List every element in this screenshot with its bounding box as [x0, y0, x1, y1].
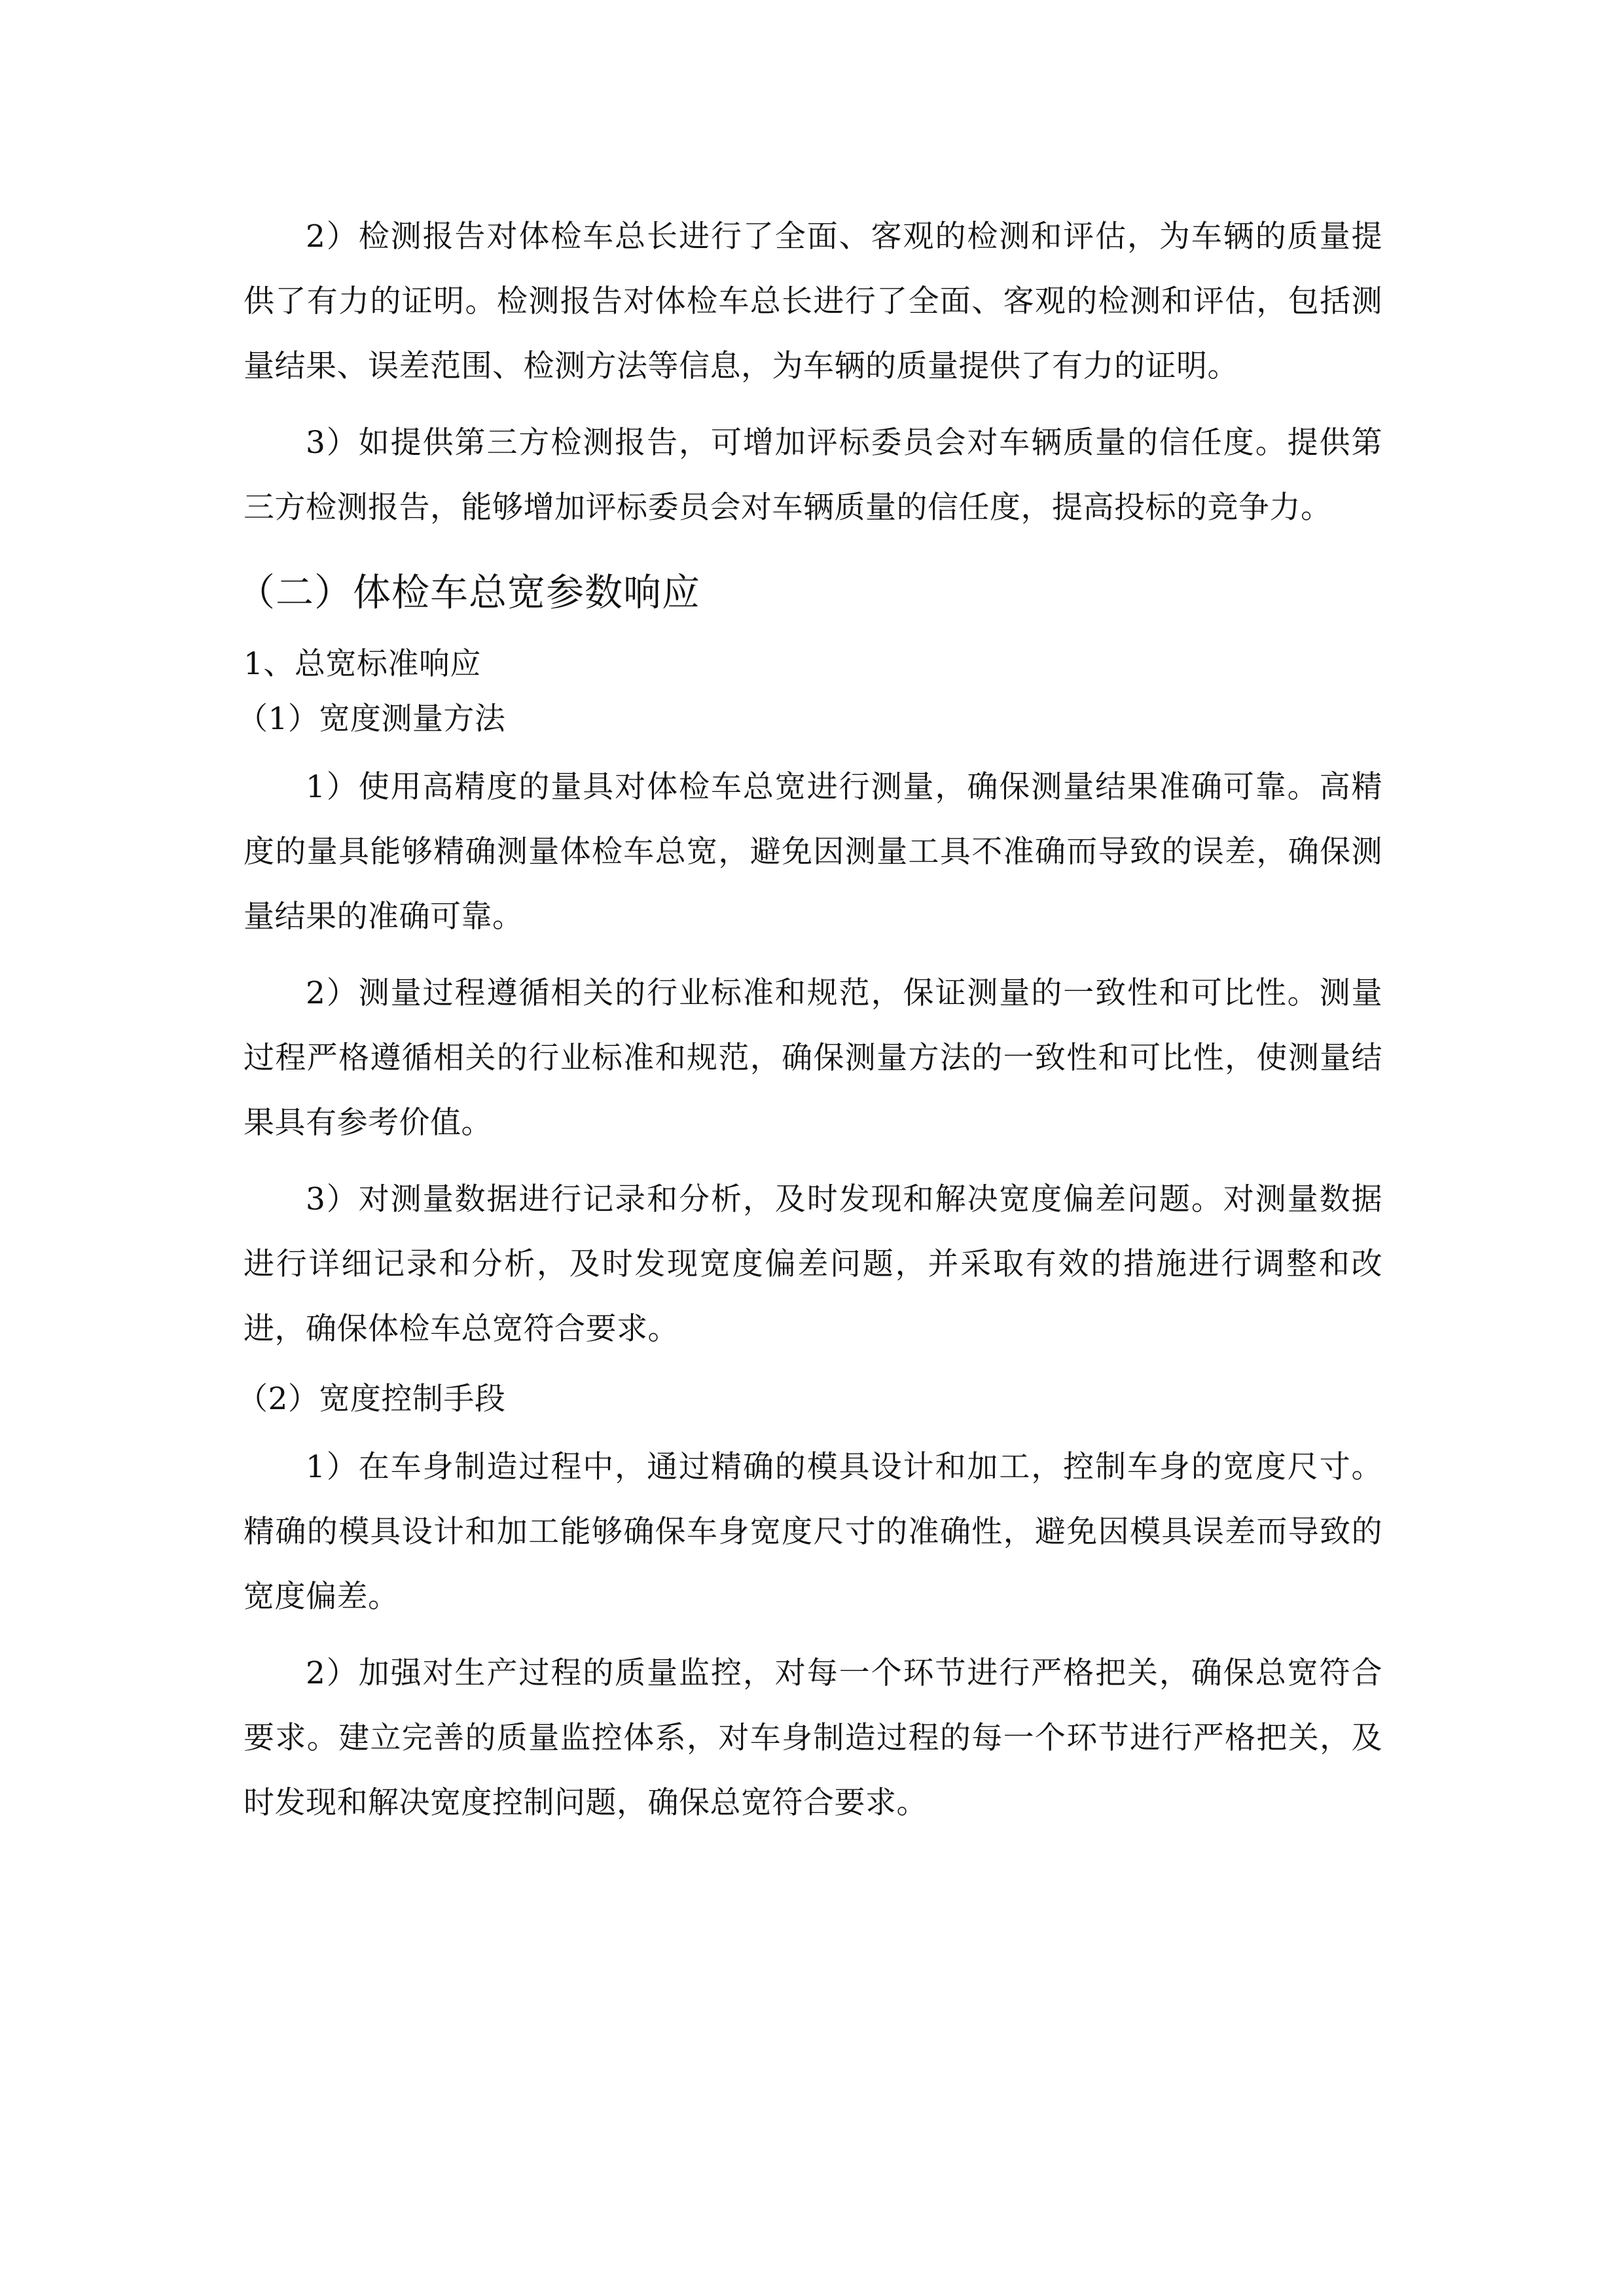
paragraph-length-report-coverage: 2）检测报告对体检车总长进行了全面、客观的检测和评估，为车辆的质量提供了有力的证明。检测报告对体检车总长进行了全面、客观的检测和评估，包括测量结果、误差范围、检测方法等信息，为车辆的质量提供了有力的证明。 — [244, 219, 1382, 384]
part-heading-measurement-method: （1）宽度测量方法 — [237, 701, 506, 737]
document-body — [237, 204, 1382, 1847]
subsection-heading-width-standard: 1、总宽标准响应 — [244, 646, 481, 682]
paragraph-precision-tools: 1）使用高精度的量具对体检车总宽进行测量，确保测量结果准确可靠。高精度的量具能够精确测量体检车总宽，避免因测量工具不准确而导致的误差，确保测量结果的准确可靠。 — [244, 769, 1382, 935]
paragraph-data-analysis: 3）对测量数据进行记录和分析，及时发现和解决宽度偏差问题。对测量数据进行详细记录和分析，及时发现宽度偏差问题，并采取有效的措施进行调整和改进，确保体检车总宽符合要求。 — [244, 1181, 1382, 1347]
section-heading-width-response: （二）体检车总宽参数响应 — [237, 570, 701, 615]
part-heading-control-means: （2）宽度控制手段 — [237, 1381, 506, 1417]
paragraph-industry-standards: 2）测量过程遵循相关的行业标准和规范，保证测量的一致性和可比性。测量过程严格遵循相关的行业标准和规范，确保测量方法的一致性和可比性，使测量结果具有参考价值。 — [244, 975, 1382, 1141]
paragraph-third-party-report: 3）如提供第三方检测报告，可增加评标委员会对车辆质量的信任度。提供第三方检测报告，能够增加评标委员会对车辆质量的信任度，提高投标的竞争力。 — [244, 425, 1382, 526]
paragraph-quality-monitoring: 2）加强对生产过程的质量监控，对每一个环节进行严格把关，确保总宽符合要求。建立完善的质量监控体系，对车身制造过程的每一个环节进行严格把关，及时发现和解决宽度控制问题，确保总宽符合要求。 — [244, 1655, 1382, 1821]
paragraph-mold-design: 1）在车身制造过程中，通过精确的模具设计和加工，控制车身的宽度尺寸。精确的模具设计和加工能够确保车身宽度尺寸的准确性，避免因模具误差而导致的宽度偏差。 — [244, 1449, 1382, 1615]
